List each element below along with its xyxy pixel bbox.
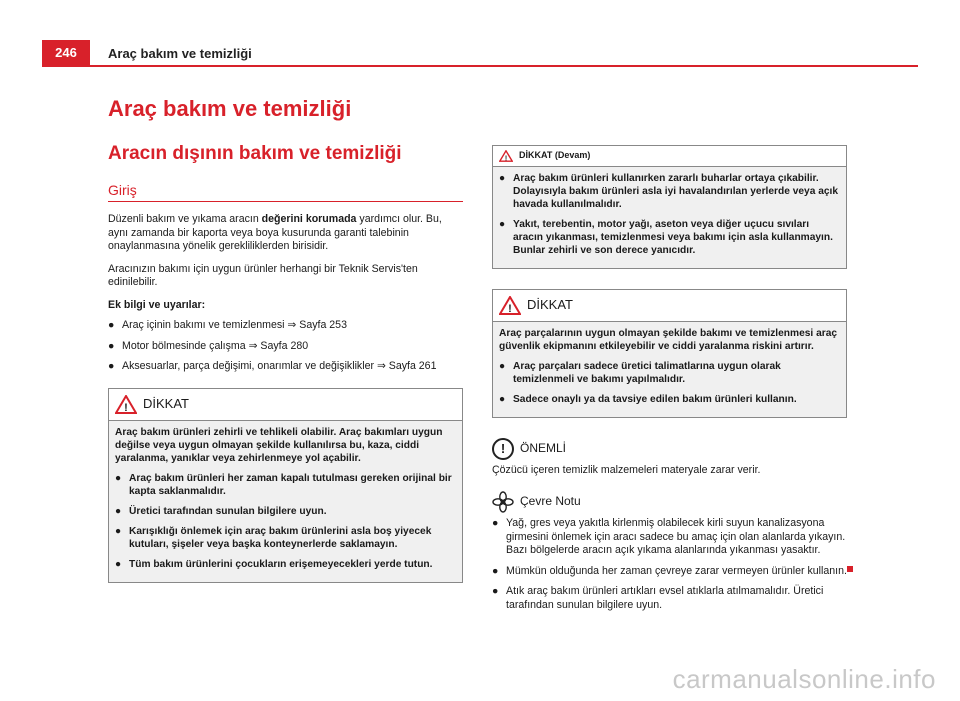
link-text[interactable]: Aksesuarlar, parça değişimi, onarımlar ve değişiklikler ⇒ Sayfa 261 bbox=[122, 360, 437, 372]
warning-header bbox=[493, 290, 846, 322]
right-column bbox=[492, 145, 847, 619]
end-of-section-marker bbox=[847, 566, 853, 572]
environment-header bbox=[492, 491, 847, 513]
subsection-heading bbox=[108, 182, 463, 202]
bullet: ● bbox=[115, 525, 122, 537]
section-title: Aracın dışının bakım ve temizliği bbox=[108, 143, 402, 164]
important-title: ÖNEMLİ bbox=[520, 440, 567, 455]
intro-paragraph bbox=[108, 213, 463, 254]
link-item[interactable] bbox=[108, 360, 463, 374]
bullet: ● bbox=[492, 564, 499, 577]
intro-text: Düzenli bakım ve yıkama aracın bbox=[108, 213, 262, 225]
warning-item bbox=[115, 558, 456, 571]
environment-item bbox=[492, 517, 847, 558]
warning-item bbox=[115, 525, 456, 551]
warning-continued-header bbox=[493, 146, 846, 167]
bullet: ● bbox=[499, 218, 506, 230]
warning-item bbox=[499, 218, 840, 257]
exclamation-circle-icon: ! bbox=[492, 438, 514, 460]
environment-item-text: Yağ, gres veya yakıtla kirlenmiş olabilecek kirli suyun kanalizasyona girmesini önlemek için aracı sadece bu amaç için olan alanlarda yıkayın. Bazı bölgelerde aracın açık yıkama alanlarında yıkanması yasaktır. bbox=[506, 517, 846, 556]
bullet: ● bbox=[115, 505, 122, 517]
running-header: Araç bakım ve temizliği bbox=[108, 46, 252, 61]
link-text[interactable]: Motor bölmesinde çalışma ⇒ Sayfa 280 bbox=[122, 339, 309, 352]
warning-triangle-icon bbox=[499, 150, 513, 162]
header-rule bbox=[42, 65, 918, 67]
environment-item bbox=[492, 565, 847, 579]
warning-item-text: Sadece onaylı ya da tavsiye edilen bakım ürünleri kullanın. bbox=[513, 393, 797, 405]
page-number: 246 bbox=[42, 40, 90, 66]
environment-item bbox=[492, 585, 847, 612]
bullet: ● bbox=[499, 172, 506, 184]
svg-text:!: ! bbox=[504, 155, 508, 162]
environment-title: Çevre Notu bbox=[520, 494, 581, 509]
warning-item-text: Araç bakım ürünleri kullanırken zararlı buharlar ortaya çıkabilir. Dolayısıyla bakım ürünleri asla iyi havalandırılan yerlerde veya açık havada kullanılmalıdır. bbox=[513, 172, 839, 210]
warning-item bbox=[115, 472, 456, 498]
important-text: Çözücü içeren temizlik malzemeleri materyale zarar verir. bbox=[492, 463, 761, 476]
warning-intro: Araç bakım ürünleri zehirli ve tehlikeli olabilir. Araç bakımları uygun değilse veya uygun olmayan şekilde kullanılırsa bu, kaza, ciddi yaralanma, yanıklar veya zehirlenmeye yol açabilir. bbox=[115, 426, 443, 464]
environment-note bbox=[492, 491, 847, 612]
bullet: ● bbox=[115, 472, 122, 484]
warning-triangle-icon bbox=[115, 395, 137, 414]
environment-item-text: Atık araç bakım ürünleri artıkları evsel atıklarla atılmamalıdır. Üretici tarafından sunulan bilgilere uyun. bbox=[506, 585, 824, 611]
products-paragraph: Aracınızın bakımı için uygun ürünler herhangi bir Teknik Servis'ten edinilebilir. bbox=[108, 262, 418, 288]
warning-item bbox=[499, 393, 840, 406]
warning-box bbox=[108, 388, 463, 583]
warning-item-text: Araç parçaları sadece üretici talimatlarına uygun olarak temizlenmeli ve bakımı yapılmalıdır. bbox=[513, 360, 781, 385]
warning-item-text: Üretici tarafından sunulan bilgilere uyun. bbox=[129, 505, 327, 517]
warning-item bbox=[499, 172, 840, 211]
watermark: carmanualsonline.info bbox=[672, 664, 936, 694]
important-note bbox=[492, 438, 847, 478]
chapter-title: Araç bakım ve temizliği bbox=[108, 96, 352, 121]
warning-continued-body bbox=[493, 167, 846, 268]
important-header bbox=[492, 438, 847, 460]
warning-triangle-icon bbox=[499, 296, 521, 315]
flower-leaf-icon bbox=[492, 491, 514, 513]
bullet: ● bbox=[492, 517, 499, 529]
warning-continued-box bbox=[492, 145, 847, 269]
warning-continued-title: DİKKAT (Devam) bbox=[519, 150, 591, 160]
warning-box-2 bbox=[492, 289, 847, 418]
environment-item-text: Mümkün olduğunda her zaman çevreye zarar vermeyen ürünler kullanın. bbox=[506, 564, 847, 577]
warning-header bbox=[109, 389, 462, 421]
warning-intro: Araç parçalarının uygun olmayan şekilde bakımı ve temizlenmesi araç güvenlik ekipmanını etkileyebilir ve ciddi yaralanma riskini artırır. bbox=[499, 327, 838, 352]
svg-text:!: ! bbox=[124, 401, 128, 414]
warning-body bbox=[109, 421, 462, 582]
warning-item-text: Yakıt, terebentin, motor yağı, aseton veya diğer uçucu sıvıları aracın yıkanması, temizlenmesi veya bakımı için asla kullanmayın. Bunlar zehirli ve son derece yanıcıdır. bbox=[513, 218, 833, 256]
bullet: ● bbox=[499, 393, 506, 405]
warning-item-text: Karışıklığı önlemek için araç bakım ürünlerini asla boş yiyecek kutuları, şişeler veya başka konteynerlerde saklamayın. bbox=[129, 525, 432, 550]
warning-body bbox=[493, 322, 846, 417]
bullet: ● bbox=[492, 585, 499, 597]
warning-item-text: Araç bakım ürünleri her zaman kapalı tutulması gereken orijinal bir kapta saklanmalıdır. bbox=[129, 472, 452, 497]
environment-item-last bbox=[506, 585, 847, 612]
warning-item bbox=[115, 505, 456, 518]
bullet: ● bbox=[108, 339, 115, 352]
link-text[interactable]: Araç içinin bakımı ve temizlenmesi ⇒ Sayfa 253 bbox=[122, 319, 347, 331]
link-item[interactable] bbox=[108, 319, 463, 333]
warning-item bbox=[499, 360, 840, 386]
subsection-title: Giriş bbox=[108, 182, 137, 198]
bullet: ● bbox=[499, 360, 506, 372]
intro-bold: değerini korumada bbox=[261, 213, 357, 225]
svg-text:!: ! bbox=[508, 302, 512, 315]
bullet: ● bbox=[108, 319, 115, 331]
left-column bbox=[108, 213, 463, 583]
warning-title: DİKKAT bbox=[527, 297, 573, 313]
warning-title: DİKKAT bbox=[143, 396, 189, 412]
intro-text-end: yardımcı olur. Bu, aynı zamanda bir kaporta veya boya kusurunda garanti talebinin onaylanmasına yönelik gerekliliklerden birisidir. bbox=[108, 213, 442, 252]
warning-item-text: Tüm bakım ürünlerini çocukların erişemeyecekleri yerde tutun. bbox=[129, 558, 433, 570]
link-item[interactable] bbox=[108, 340, 463, 354]
extra-info-title: Ek bilgi ve uyarılar: bbox=[108, 298, 206, 311]
bullet: ● bbox=[115, 558, 122, 570]
bullet: ● bbox=[108, 360, 115, 372]
